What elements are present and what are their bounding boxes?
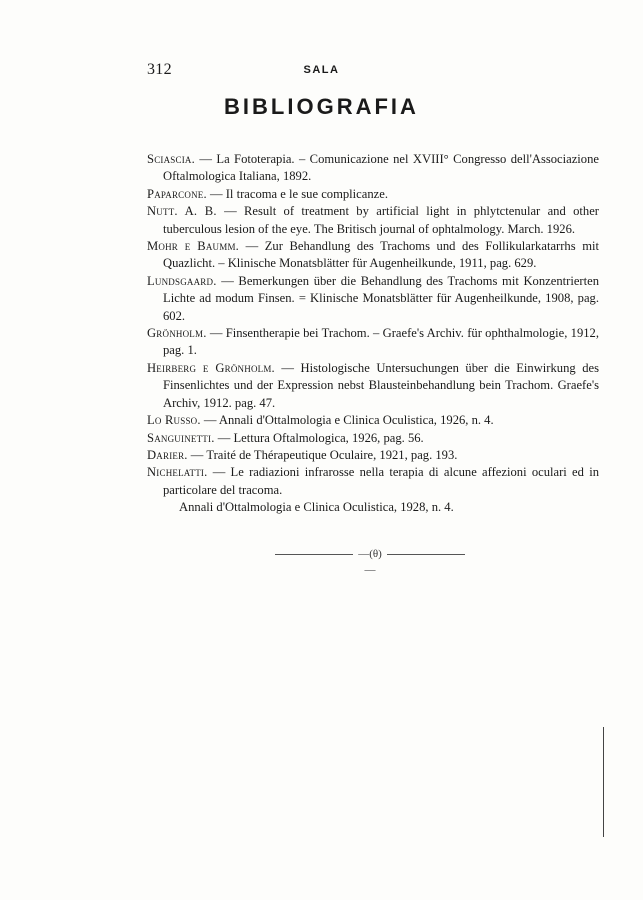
- bibliography-entry: [147, 325, 599, 360]
- entry-author: Nutt. A. B.: [147, 204, 217, 219]
- entry-text: — La Fototerapia. – Comunicazione nel XVIII° Congresso dell'Associazione Oftalmologica Italiana, 1892.: [163, 152, 599, 184]
- divider-ornament: —(θ)—: [358, 548, 382, 576]
- entry-text: — Il tracoma e le sue complicanze.: [206, 186, 388, 201]
- running-head: SALA: [303, 64, 340, 76]
- entry-text: — Le radiazioni infrarosse nella terapia di alcune affezioni oculari ed in particolare del tracoma.: [163, 465, 599, 497]
- bibliography-entry: [147, 464, 599, 516]
- entry-author: Heirberg e Grönholm.: [147, 360, 275, 375]
- entry-author: Sanguinetti.: [147, 430, 215, 445]
- bibliography-entry: [147, 360, 599, 412]
- entry-text: — Bemerkungen über die Behandlung des Trachoms mit Konzentrierten Lichte ad modum Finsen. = Klinische Monatsblätter für Augenheilkunde, 1908, pag. 602.: [163, 273, 599, 323]
- entry-text: — Annali d'Ottalmologia e Clinica Oculistica, 1926, n. 4.: [200, 413, 494, 428]
- entry-continuation: Annali d'Ottalmologia e Clinica Oculistica, 1928, n. 4.: [179, 500, 454, 515]
- entry-author: Nichelatti.: [147, 465, 208, 480]
- section-divider: [275, 548, 465, 576]
- bibliography-entry: [147, 412, 599, 429]
- bibliography-entry: [147, 151, 599, 186]
- entry-text: — Histologische Untersuchungen über die Einwirkung des Finsenlichtes und der Expression nebst Blausteinbehandlung bein Trachom. Graefe's Archiv, 1912. pag. 47.: [163, 360, 599, 410]
- bibliography-list: [147, 151, 599, 517]
- entry-author: Lundsgaard.: [147, 273, 217, 288]
- entry-author: Darier.: [147, 447, 188, 462]
- bibliography-entry: [147, 186, 599, 203]
- entry-text: — Traité de Thérapeutique Oculaire, 1921, pag. 193.: [187, 447, 458, 462]
- bibliography-entry: [147, 238, 599, 273]
- entry-author: Paparcone.: [147, 186, 207, 201]
- entry-text: — Zur Behandlung des Trachoms und des Follikularkatarrhs mit Quazlicht. – Klinische Monatsblätter für Augenheilkunde, 1911, pag. 629.: [163, 239, 599, 271]
- entry-author: Grönholm.: [147, 326, 207, 341]
- section-title: BIBLIOGRAFIA: [224, 94, 419, 119]
- entry-text: — Finsentherapie bei Trachom. – Graefe's Archiv. für ophthalmologie, 1912, pag. 1.: [163, 326, 599, 358]
- bibliography-entry: [147, 430, 599, 447]
- divider-line-right: [387, 554, 465, 555]
- margin-scan-mark: [603, 727, 604, 837]
- entry-author: Mohr e Baumm.: [147, 239, 239, 254]
- entry-text: — Result of treatment by artificial light in phlytctenular and other tuberculous lesion of the eye. The Britisch journal of ophtalmology. March. 1926.: [163, 204, 599, 236]
- entry-text: — Lettura Oftalmologica, 1926, pag. 56.: [214, 430, 424, 445]
- entry-author: Sciascia.: [147, 152, 195, 166]
- bibliography-entry: [147, 203, 599, 238]
- bibliography-entry: [147, 447, 599, 464]
- divider-line-left: [275, 554, 353, 555]
- bibliography-entry: [147, 273, 599, 325]
- page-number: 312: [147, 61, 172, 78]
- entry-author: Lo Russo.: [147, 413, 201, 428]
